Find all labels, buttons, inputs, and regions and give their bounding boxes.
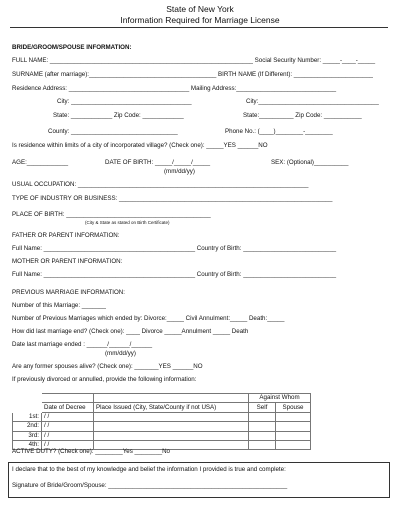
place-of-birth-field[interactable]: PLACE OF BIRTH: __________________________________________: [12, 211, 211, 218]
residence-address-field[interactable]: Residence Address: ___________________________________ Mailing Address:_____________________________: [12, 85, 337, 92]
date-of-birth-field[interactable]: DATE OF BIRTH: _____/_____/_____: [105, 159, 211, 166]
decree-table: [12, 393, 311, 450]
county-field[interactable]: County: _______________________________: [48, 128, 178, 135]
spouse-cell[interactable]: [276, 440, 311, 449]
row-label: 3rd:: [13, 431, 42, 440]
spouse-cell[interactable]: [276, 412, 311, 421]
place-of-birth-hint: (City & State as stated on Birth Certificate): [85, 220, 170, 225]
date-of-decree-header: Date of Decree: [42, 403, 94, 412]
industry-field[interactable]: TYPE OF INDUSTRY OR BUSINESS: ______________________________________________________________: [12, 195, 333, 202]
village-question[interactable]: Is residence within limits of a city of incorporated village? (Check one): _____YES ______NO: [12, 142, 268, 149]
city-mailing-field[interactable]: City:___________________________________: [246, 98, 379, 105]
place-cell[interactable]: [94, 412, 249, 421]
city-residence-field[interactable]: City: ___________________________________: [57, 98, 192, 105]
header-divider: [10, 27, 388, 28]
previous-marriages-field[interactable]: Number of Previous Marriages which ended by: Divorce:_____ Civil Annulment:_____ Death:_____: [12, 315, 285, 322]
self-cell[interactable]: [249, 422, 276, 431]
active-duty-field[interactable]: ACTIVE DUTY? (Check one): ________Yes ________No: [12, 448, 170, 455]
table-header-row: [13, 394, 311, 403]
row-label: 2nd:: [13, 422, 42, 431]
former-spouses-alive-field[interactable]: Are any former spouses alive? (Check one): _______YES ______NO: [12, 363, 203, 370]
declaration-text: I declare that to the best of my knowledge and belief the information I provided is true and complete:: [12, 466, 286, 473]
age-field[interactable]: AGE:____________: [12, 159, 69, 166]
place-issued-header: Place Issued (City, State/County if not USA): [94, 403, 249, 412]
place-cell[interactable]: [94, 422, 249, 431]
spouse-header: Spouse: [276, 403, 311, 412]
table-row: [13, 431, 311, 440]
previous-marriage-heading: PREVIOUS MARRIAGE INFORMATION:: [12, 289, 125, 296]
spouse-cell[interactable]: [276, 422, 311, 431]
sex-field[interactable]: SEX: (Optional)__________: [271, 159, 349, 166]
spouse-cell[interactable]: [276, 431, 311, 440]
how-ended-field[interactable]: How did last marriage end? (Check one): ____ Divorce _____Annulment _____ Death: [12, 328, 249, 335]
table-row: [13, 412, 311, 421]
father-heading: FATHER OR PARENT INFORMATION:: [12, 232, 120, 239]
decree-date-cell[interactable]: / /: [42, 431, 94, 440]
date-ended-field[interactable]: Date last marriage ended : ______/______/______: [12, 341, 153, 348]
mother-heading: MOTHER OR PARENT INFORMATION:: [12, 258, 123, 265]
marriage-number-field[interactable]: Number of this Marriage: _______: [12, 302, 106, 309]
full-name-field[interactable]: FULL NAME: ___________________________________________________________ Social Security Number: _____-____-_____: [12, 57, 376, 64]
state-zip-residence-field[interactable]: State: ____________ Zip Code: ____________: [53, 112, 184, 119]
decree-date-cell[interactable]: / /: [42, 422, 94, 431]
surname-field[interactable]: SURNAME (after marriage):_____________________________________ BIRTH NAME (If Different): _______________________: [12, 71, 373, 78]
place-cell[interactable]: [94, 431, 249, 440]
section-applicant-heading: BRIDE/GROOM/SPOUSE INFORMATION:: [12, 44, 132, 51]
mother-name-field[interactable]: Full Name: ____________________________________________ Country of Birth: ___________________________: [12, 271, 337, 278]
table-header-row: [13, 403, 311, 412]
provide-info-label: If previously divorced or annulled, provide the following information:: [12, 376, 197, 383]
phone-field[interactable]: Phone No.: (____)________-________: [225, 128, 333, 135]
decree-date-cell[interactable]: / /: [42, 440, 94, 449]
form-title: Information Required for Marriage License: [120, 15, 280, 25]
state-zip-mailing-field[interactable]: State:__________ Zip Code: ___________: [243, 112, 362, 119]
self-cell[interactable]: [249, 440, 276, 449]
table-row: [13, 422, 311, 431]
father-name-field[interactable]: Full Name: ____________________________________________ Country of Birth: ___________________________: [12, 245, 337, 252]
row-label: 1st:: [13, 412, 42, 421]
dob-format-hint: (mm/dd/yy): [164, 168, 195, 175]
state-title: State of New York: [166, 4, 234, 14]
against-whom-header: Against Whom: [249, 394, 311, 403]
decree-date-cell[interactable]: / /: [42, 412, 94, 421]
date-ended-format-hint: (mm/dd/yy): [105, 350, 136, 357]
self-cell[interactable]: [249, 412, 276, 421]
occupation-field[interactable]: USUAL OCCUPATION: ___________________________________________________________________: [12, 181, 309, 188]
row-label: 4th:: [13, 440, 42, 449]
self-header: Self: [249, 403, 276, 412]
self-cell[interactable]: [249, 431, 276, 440]
signature-field[interactable]: Signature of Bride/Groom/Spouse: ____________________________________________________: [12, 482, 288, 489]
